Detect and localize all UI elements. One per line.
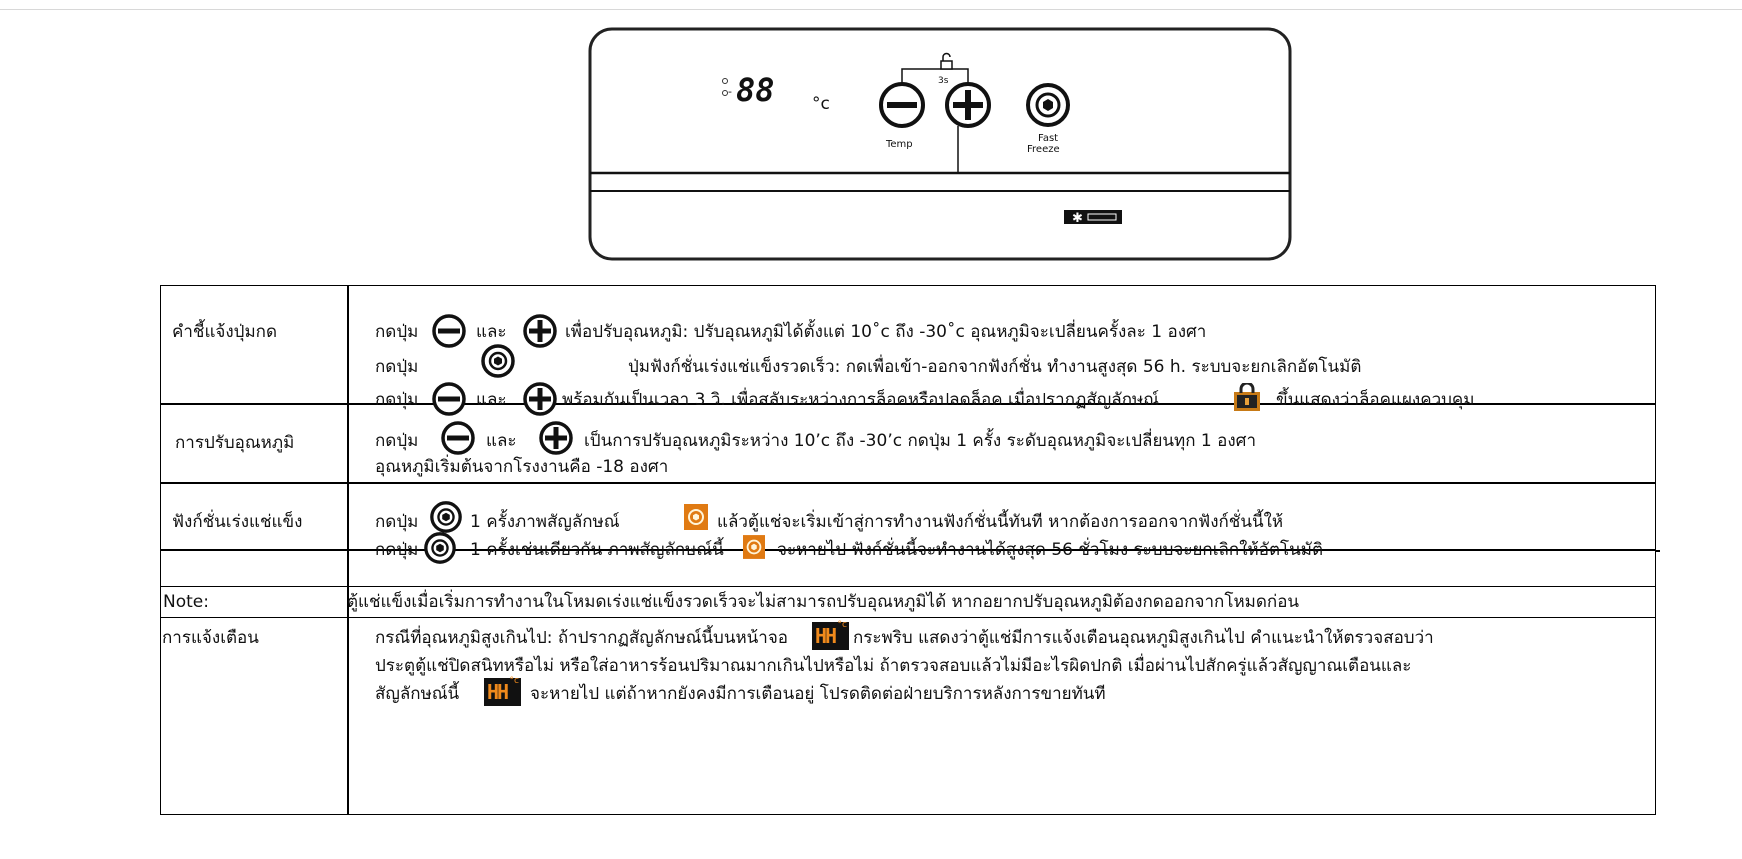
hh-alarm-unit: °c <box>837 620 847 630</box>
row1-line3-tail: ขึ้นแสดงว่าล็อคแผงควบคุม <box>1276 390 1475 410</box>
alarm-line1-a: กรณีที่อุณหภูมิสูงเกินไป: ถ้าปรากฏสัญลักษณ์นี้บนหน้าจอ <box>375 628 789 648</box>
row-divider <box>160 482 1656 484</box>
unit-celsius: °c <box>812 94 830 114</box>
plus-icon <box>538 420 574 456</box>
plus-icon <box>522 381 558 417</box>
fast-freeze-icon <box>423 531 457 565</box>
hh-alarm-symbol <box>484 678 521 706</box>
plus-icon <box>522 313 558 349</box>
row-label-buttons: คำชี้แจ้งปุ่มกด <box>172 322 278 342</box>
row1-line2-text: ปุ่มฟังก์ชั่นเร่งแช่แข็งรวดเร็ว: กดเพื่อเข้า-ออกจากฟังก์ชั่น ทำงานสูงสุด 56 h. ระบบจะยกเลิกอัตโนมัติ <box>628 357 1362 377</box>
row1-line1-press: กดปุ่ม <box>375 322 419 342</box>
row2-line1-press: กดปุ่ม <box>375 431 419 451</box>
lock-time: 3s <box>938 76 949 86</box>
row-label-alarm: การแจ้งเตือน <box>162 628 259 648</box>
row-divider <box>160 617 1656 618</box>
lock-symbol-icon <box>1234 383 1260 411</box>
fast-freeze-symbol-icon <box>684 504 708 530</box>
display-dash: - <box>728 85 732 98</box>
row2-line1-text: เป็นการปรับอุณหภูมิระหว่าง 10’c ถึง -30’c กดปุ่ม 1 ครั้ง ระดับอุณหภูมิจะเปลี่ยนทุก 1 องศา <box>584 431 1256 451</box>
fast-freeze-icon <box>429 500 463 534</box>
display-digits: 88 <box>736 71 775 109</box>
row3-line2-press: กดปุ่ม <box>375 540 419 560</box>
hh-alarm-text: HH <box>815 624 836 648</box>
fast-label-1: Fast <box>1038 133 1059 144</box>
row2-line1-and: และ <box>486 431 517 451</box>
row-label-note: Note: <box>163 592 209 612</box>
row1-line3-text: พร้อมกันเป็นเวลา 3 วิ. เพื่อสลับระหว่างการล็อคหรือปลดล็อค เมื่อปรากฏสัญลักษณ์ <box>562 390 1159 410</box>
hh-alarm-symbol <box>812 622 849 650</box>
row3-line2-c: จะหายไป ฟังก์ชั่นนี้จะทำงานได้สูงสุด 56 ชั่วโมง ระบบจะยกเลิกให้อัตโนมัติ <box>777 540 1323 560</box>
fast-label-2: Freeze <box>1027 144 1060 155</box>
row1-line1-text: เพื่อปรับอุณหภูมิ: ปรับอุณหภูมิได้ตั้งแต่ 10˚c ถึง -30˚c อุณหภูมิจะเปลี่ยนครั้งละ 1 องศา <box>565 322 1207 342</box>
row-divider <box>160 586 1656 587</box>
row1-line3-and: และ <box>476 390 507 410</box>
top-divider <box>0 9 1742 10</box>
alarm-line3-a: สัญลักษณ์นี้ <box>375 684 460 704</box>
fast-freeze-indicator <box>1064 210 1122 226</box>
alarm-line3-b: จะหายไป แต่ถ้าหากยังคงมีการเตือนอยู่ โปรดติดต่อฝ่ายบริการหลังการขายทันที <box>530 684 1106 704</box>
alarm-line1-b: กระพริบ แสดงว่าตู้แช่มีการแจ้งเตือนอุณหภูมิสูงเกินไป คำแนะนำให้ตรวจสอบว่า <box>853 628 1434 648</box>
snowflake-icon: ✱ <box>1072 211 1083 226</box>
minus-icon <box>431 313 467 349</box>
row1-line2-press: กดปุ่ม <box>375 357 419 377</box>
panel-fast-freeze-button <box>1028 85 1068 125</box>
minus-icon <box>440 420 476 456</box>
row1-line1-and: และ <box>476 322 507 342</box>
temp-label: Temp <box>886 139 913 150</box>
hh-alarm-text: HH <box>487 680 508 704</box>
row-divider-overhang <box>1656 550 1660 552</box>
fast-freeze-icon <box>480 343 516 379</box>
row1-line3-press: กดปุ่ม <box>375 390 419 410</box>
row3-line1-b: 1 ครั้งภาพสัญลักษณ์ <box>470 512 620 532</box>
row-label-fast: ฟังก์ชั่นเร่งแช่แข็ง <box>172 512 303 532</box>
row-label-temp: การปรับอุณหภูมิ <box>175 433 295 453</box>
panel-minus-button <box>881 84 923 126</box>
row3-line1-press: กดปุ่ม <box>375 512 419 532</box>
row2-line2-text: อุณหภูมิเริ่มต้นจากโรงงานคือ -18 องศา <box>375 457 669 477</box>
row3-line2-b: 1 ครั้งเช่นเดียวกัน ภาพสัญลักษณ์นี้ <box>470 540 724 560</box>
alarm-line2: ประตูตู้แช่ปิดสนิทหรือไม่ หรือใส่อาหารร้อนปริมาณมากเกินไปหรือไม่ ถ้าตรวจสอบแล้วไม่มีอะไรผิดปกติ เมื่อผ่านไปสักครู่แล้วสัญญาณเตือนและ <box>375 656 1412 676</box>
panel-plus-button <box>947 84 989 126</box>
lock-icon <box>941 61 952 69</box>
control-panel-illustration <box>586 25 1294 265</box>
minus-icon <box>431 381 467 417</box>
hh-alarm-unit: °c <box>509 676 519 686</box>
row3-line1-c: แล้วตู้แช่จะเริ่มเข้าสู่การทำงานฟังก์ชั่นนี้ทันที หากต้องการออกจากฟังก์ชั่นนี้ให้ <box>717 512 1284 532</box>
fast-freeze-symbol-icon <box>743 535 765 559</box>
note-text: ตู้แช่แข็งเมื่อเริ่มการทำงานในโหมดเร่งแช่แข็งรวดเร็วจะไม่สามารถปรับอุณหภูมิได้ หากอยากปรับอุณหภูมิต้องกดออกจากโหมดก่อน <box>347 592 1300 612</box>
